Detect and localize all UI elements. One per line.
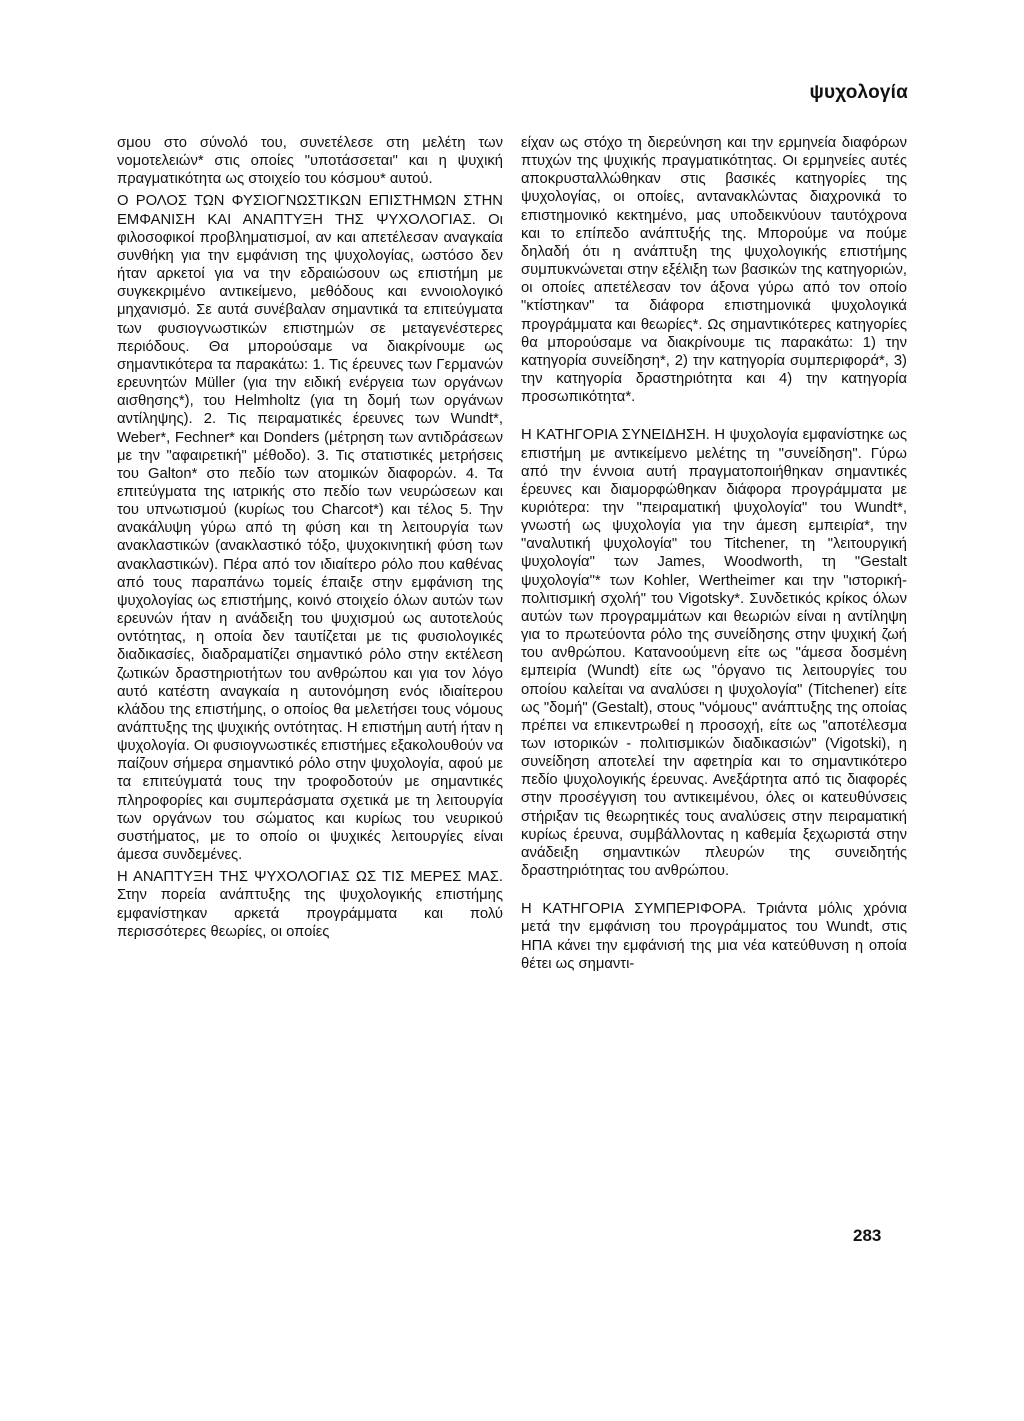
left-column bbox=[117, 134, 503, 941]
section-roles-of-natural-sciences bbox=[117, 192, 503, 864]
right-column bbox=[521, 134, 907, 973]
section-category-behavior bbox=[521, 900, 907, 973]
section-heading: Η ΚΑΤΗΓΟΡΙΑ ΣΥΜΠΕΡΙΦΟΡΑ. bbox=[521, 901, 747, 918]
section-body: Στην πορεία ανάπτυξης της ψυχολογικής επιστήμης εμφανίστηκαν αρκετά προγράμματα και πολύ περισσότερες θεωρίες, οι οποίες bbox=[117, 887, 503, 940]
section-heading: Η ΚΑΤΗΓΟΡΙΑ ΣΥΝΕΙΔΗΣΗ. bbox=[521, 427, 710, 444]
section-body: Τριάντα μόλις χρόνια μετά την εμφάνιση του προγράμματος του Wundt, στις ΗΠΑ κάνει την εμφάνισή της μια νέα κατεύθυνση η οποία θέτει ως σημαντι- bbox=[521, 901, 907, 972]
page-number: 283 bbox=[853, 1226, 882, 1245]
intro-paragraph: σμου στο σύνολό του, συνετέλεσε στη μελέτη των νομοτελειών* στις οποίες "υποτάσσεται" και η ψυχική πραγματικότητα ως στοιχείο του κόσμου* αυτού. bbox=[117, 135, 503, 188]
section-heading: Ο ΡΟΛΟΣ ΤΩΝ ΦΥΣΙΟΓΝΩΣΤΙΚΩΝ ΕΠΙΣΤΗΜΩΝ ΣΤΗΝ ΕΜΦΑΝΙΣΗ ΚΑΙ ΑΝΑΠΤΥΞΗ ΤΗΣ ΨΥΧΟΛΟΓΙΑΣ. bbox=[117, 193, 503, 228]
section-category-consciousness bbox=[521, 426, 907, 880]
running-header: ψυχολογία bbox=[809, 82, 908, 103]
section-body: Η ψυχολογία εμφανίστηκε ως επιστήμη με αντικείμενο μελέτης τη "συνείδηση". Γύρω από την έννοια αυτή πραγματοποιήθηκαν σημαντικές έρευνες και διαμορφώθηκαν διάφορα προγράμματα με κυριότερα: την "πειραματική ψυχολογία" του Wundt*, γνωστή ως ψυχολογία για την άμεση εμπειρία*, την "αναλυτική ψυχολογία" του Titchener, τη "λειτουργική ψυχολογία" των James, Woodworth, τη "Gestalt ψυχολογία"* των Kohler, Wertheimer και την "ιστορική-πολιτισμική σχολή" του Vigotsky*. Συνδετικός κρίκος όλων αυτών των προγραμμάτων και θεωριών είναι η αντίληψη για το πρωτεύοντα ρόλο της συνείδησης στην ψυχική ζωή του ανθρώπου. Κατανοούμενη είτε ως "άμεσα δοσμένη εμπειρία (Wundt) είτε ως "όργανο τις λειτουργίες του οποίου καλείται να αναλύσει η ψυχολογία" (Titchener) είτε ως "δομή" (Gestalt), στους "νόμους" ανάπτυξης της οποίας πρέπει να επικεντρωθεί η προσοχή, είτε ως "αποτέλεσμα των ιστορικών - πολιτισμικών διαδικασιών" (Vigotski), η συνείδηση αποτελεί την αφετηρία και το σημαντικότερο πεδίο ψυχολογικής έρευνας. Ανεξάρτητα από τις διαφορές στην προσέγγιση του αντικειμένου, όλες οι κατευθύνσεις στήριξαν τις θεωρητικές τους αναλύσεις στην πειραματική κυρίως έρευνα, συμβάλλοντας η καθεμία ξεχωριστά στην ανάδειξη σημαντικών πλευρών της συνειδητής δραστηριότητας του ανθρώπου. bbox=[521, 427, 907, 880]
section-heading: Η ΑΝΑΠΤΥΞΗ ΤΗΣ ΨΥΧΟΛΟΓΙΑΣ ΩΣ ΤΙΣ ΜΕΡΕΣ ΜΑΣ. bbox=[117, 869, 503, 886]
section-body: Οι φιλοσοφικοί προβληματισμοί, αν και απετέλεσαν αναγκαία συνθήκη για την εμφάνιση της ψυχολογίας, ωστόσο δεν ήταν αρκετοί για να την εδραιώσουν ως επιστήμη με συγκεκριμένο αντικείμενο, μεθόδους και εννοιολογικό μηχανισμό. Σε αυτά συνέβαλαν σημαντικά τα επιτεύγματα των φυσιογνωστικών επιστημών σε μεταγενέστερες περιόδους. Θα μπορούσαμε να διακρίνουμε ως σημαντικότερα τα παρακάτω: 1. Τις έρευνες των Γερμανών ερευνητών Müller (για την ειδική ενέργεια των οργάνων αισθησης*), του Helmholtz (για τη δομή των οργάνων αντίληψης). 2. Τις πειραματικές έρευνες των Wundt*, Weber*, Fechner* και Donders (μέτρηση των αντιδράσεων με την "αφαιρετική" μέθοδο). 3. Τις στατιστικές μετρήσεις του Galton* στο πεδίο των ατομικών διαφορών. 4. Τα επιτεύγματα της ιατρικής στο πεδίο των νευρώσεων και του υπνωτισμού (κυρίως του Charcot*) και τέλος 5. Την ανακάλυψη γύρω από τη φύση και τη λειτουργία των ανακλαστικών (ανακλαστικό τόξο, ψυχοκινητική φύση των ανακλαστικών). Πέρα από τον ιδιαίτερο ρόλο που καθένας από τους παραπάνω τομείς έπαιξε στην εμφάνιση της ψυχολογίας ως επιστήμης, κοινό στοιχείο όλων αυτών των ερευνών ήταν η ανάδειξη του ψυχισμού ως αυτοτελούς οντότητας, η οποία δεν ταυτίζεται με τις φυσιολογικές διαδικασίες, διαδραματίζει σημαντικό ρόλο στην εκτέλεση ζωτικών δραστηριοτήτων του ανθρώπου και για τον λόγο αυτό κατέστη αναγκαία η αυτονόμηση ενός ιδιαίτερου κλάδου της επιστήμης, ο οποίος θα μελετήσει τους νόμους ανάπτυξης της ψυχικής οντότητας. Η επιστήμη αυτή ήταν η ψυχολογία. Οι φυσιογνωστικές επιστήμες εξακολουθούν να παίζουν σήμερα σημαντικό ρόλο στην ψυχολογία, αφού με τα επιτεύγματά τους την τροφοδοτούν με σημαντικές πληροφορίες και συμπεράσματα σχετικά με τη λειτουργία των οργάνων του σώματος και κυρίως του νευρικού συστήματος, με το οποίο οι ψυχικές λειτουργίες είναι άμεσα συνδεμένες. bbox=[117, 211, 503, 864]
section-development-of-psychology bbox=[117, 868, 503, 941]
continuation-paragraph: είχαν ως στόχο τη διερεύνηση και την ερμηνεία διαφόρων πτυχών της ψυχικής πραγματικότητας. Οι ερμηνείες αυτές αποκρυσταλλώθηκαν στις βασικές κατηγορίες της ψυχολογίας, οι οποίες, αντανακλώντας διαχρονικά το επιστημονικό κεκτημένο, μας υποδεικνύουν ταυτόχρονα και το επίπεδο ανάπτυξής της. Μπορούμε να πούμε δηλαδή ότι η ανάπτυξη της ψυχολογικής επιστήμης συμπυκνώνεται στην εξέλιξη των βασικών της κατηγοριών, οι οποίες απετέλεσαν τον άξονα γύρω από τον οποίο "κτίστηκαν" τα διάφορα επιστημονικά ψυχολογικά προγράμματα και θεωρίες*. Ως σημαντικότερες κατηγορίες θα μπορούσαμε να διακρίνουμε τις παρακάτω: 1) την κατηγορία συνείδηση*, 2) την κατηγορία συμπεριφορά*, 3) την κατηγορία δραστηριότητα και 4) την κατηγορία προσωπικότητα*. bbox=[521, 135, 907, 406]
